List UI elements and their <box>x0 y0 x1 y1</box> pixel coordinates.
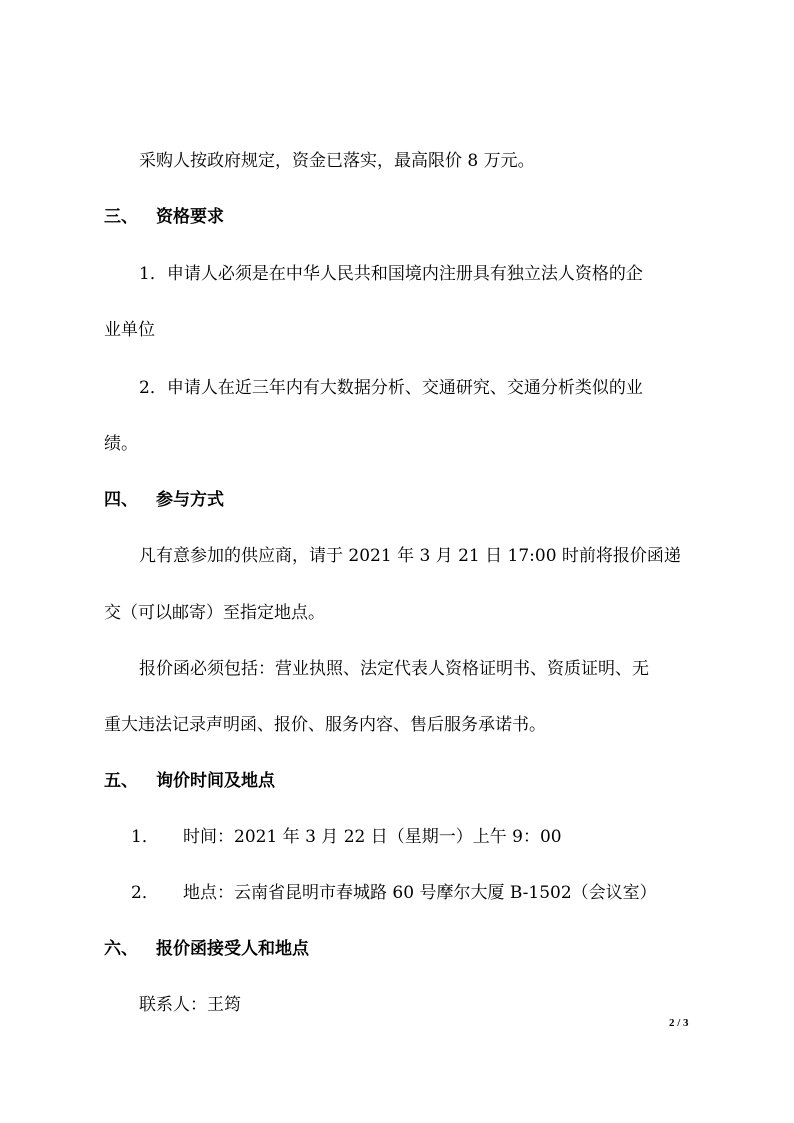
requirement-2-line-2: 绩。 <box>104 434 138 454</box>
section-title: 报价函接受人和地点 <box>156 939 309 959</box>
item-number: 1． <box>131 827 159 847</box>
page-number: 2 / 3 <box>669 1017 689 1029</box>
quote-contents-line-1: 报价函必须包括：营业执照、法定代表人资格证明书、资质证明、无 <box>139 659 649 679</box>
section-number: 六、 <box>104 939 138 959</box>
section-title: 参与方式 <box>156 490 224 510</box>
section-3-heading <box>104 206 224 228</box>
section-title: 询价时间及地点 <box>156 771 275 791</box>
contact-person: 联系人：王筠 <box>139 995 241 1015</box>
section-number: 五、 <box>104 771 138 791</box>
section-number: 四、 <box>104 490 138 510</box>
participation-line-1: 凡有意参加的供应商，请于 2021 年 3 月 21 日 17:00 时前将报价函递 <box>139 546 681 566</box>
section-title: 资格要求 <box>156 207 224 227</box>
inquiry-location-item <box>131 882 657 904</box>
section-5-heading <box>104 770 275 792</box>
item-text: 时间：2021 年 3 月 22 日（星期一）上午 9：00 <box>183 827 562 847</box>
section-number: 三、 <box>104 207 138 227</box>
item-number: 2． <box>131 883 159 903</box>
section-6-heading <box>104 938 309 960</box>
requirement-1-line-2: 业单位 <box>104 320 155 340</box>
inquiry-time-item <box>131 826 562 848</box>
budget-paragraph: 采购人按政府规定，资金已落实，最高限价 8 万元。 <box>139 151 535 171</box>
participation-line-2: 交（可以邮寄）至指定地点。 <box>104 603 325 623</box>
item-text: 地点：云南省昆明市春城路 60 号摩尔大厦 B-1502（会议室） <box>183 883 657 903</box>
requirement-2-line-1: 2．申请人在近三年内有大数据分析、交通研究、交通分析类似的业 <box>139 378 643 398</box>
quote-contents-line-2: 重大违法记录声明函、报价、服务内容、售后服务承诺书。 <box>104 715 546 735</box>
section-4-heading <box>104 489 224 511</box>
requirement-1-line-1: 1．申请人必须是在中华人民共和国境内注册具有独立法人资格的企 <box>139 264 643 284</box>
